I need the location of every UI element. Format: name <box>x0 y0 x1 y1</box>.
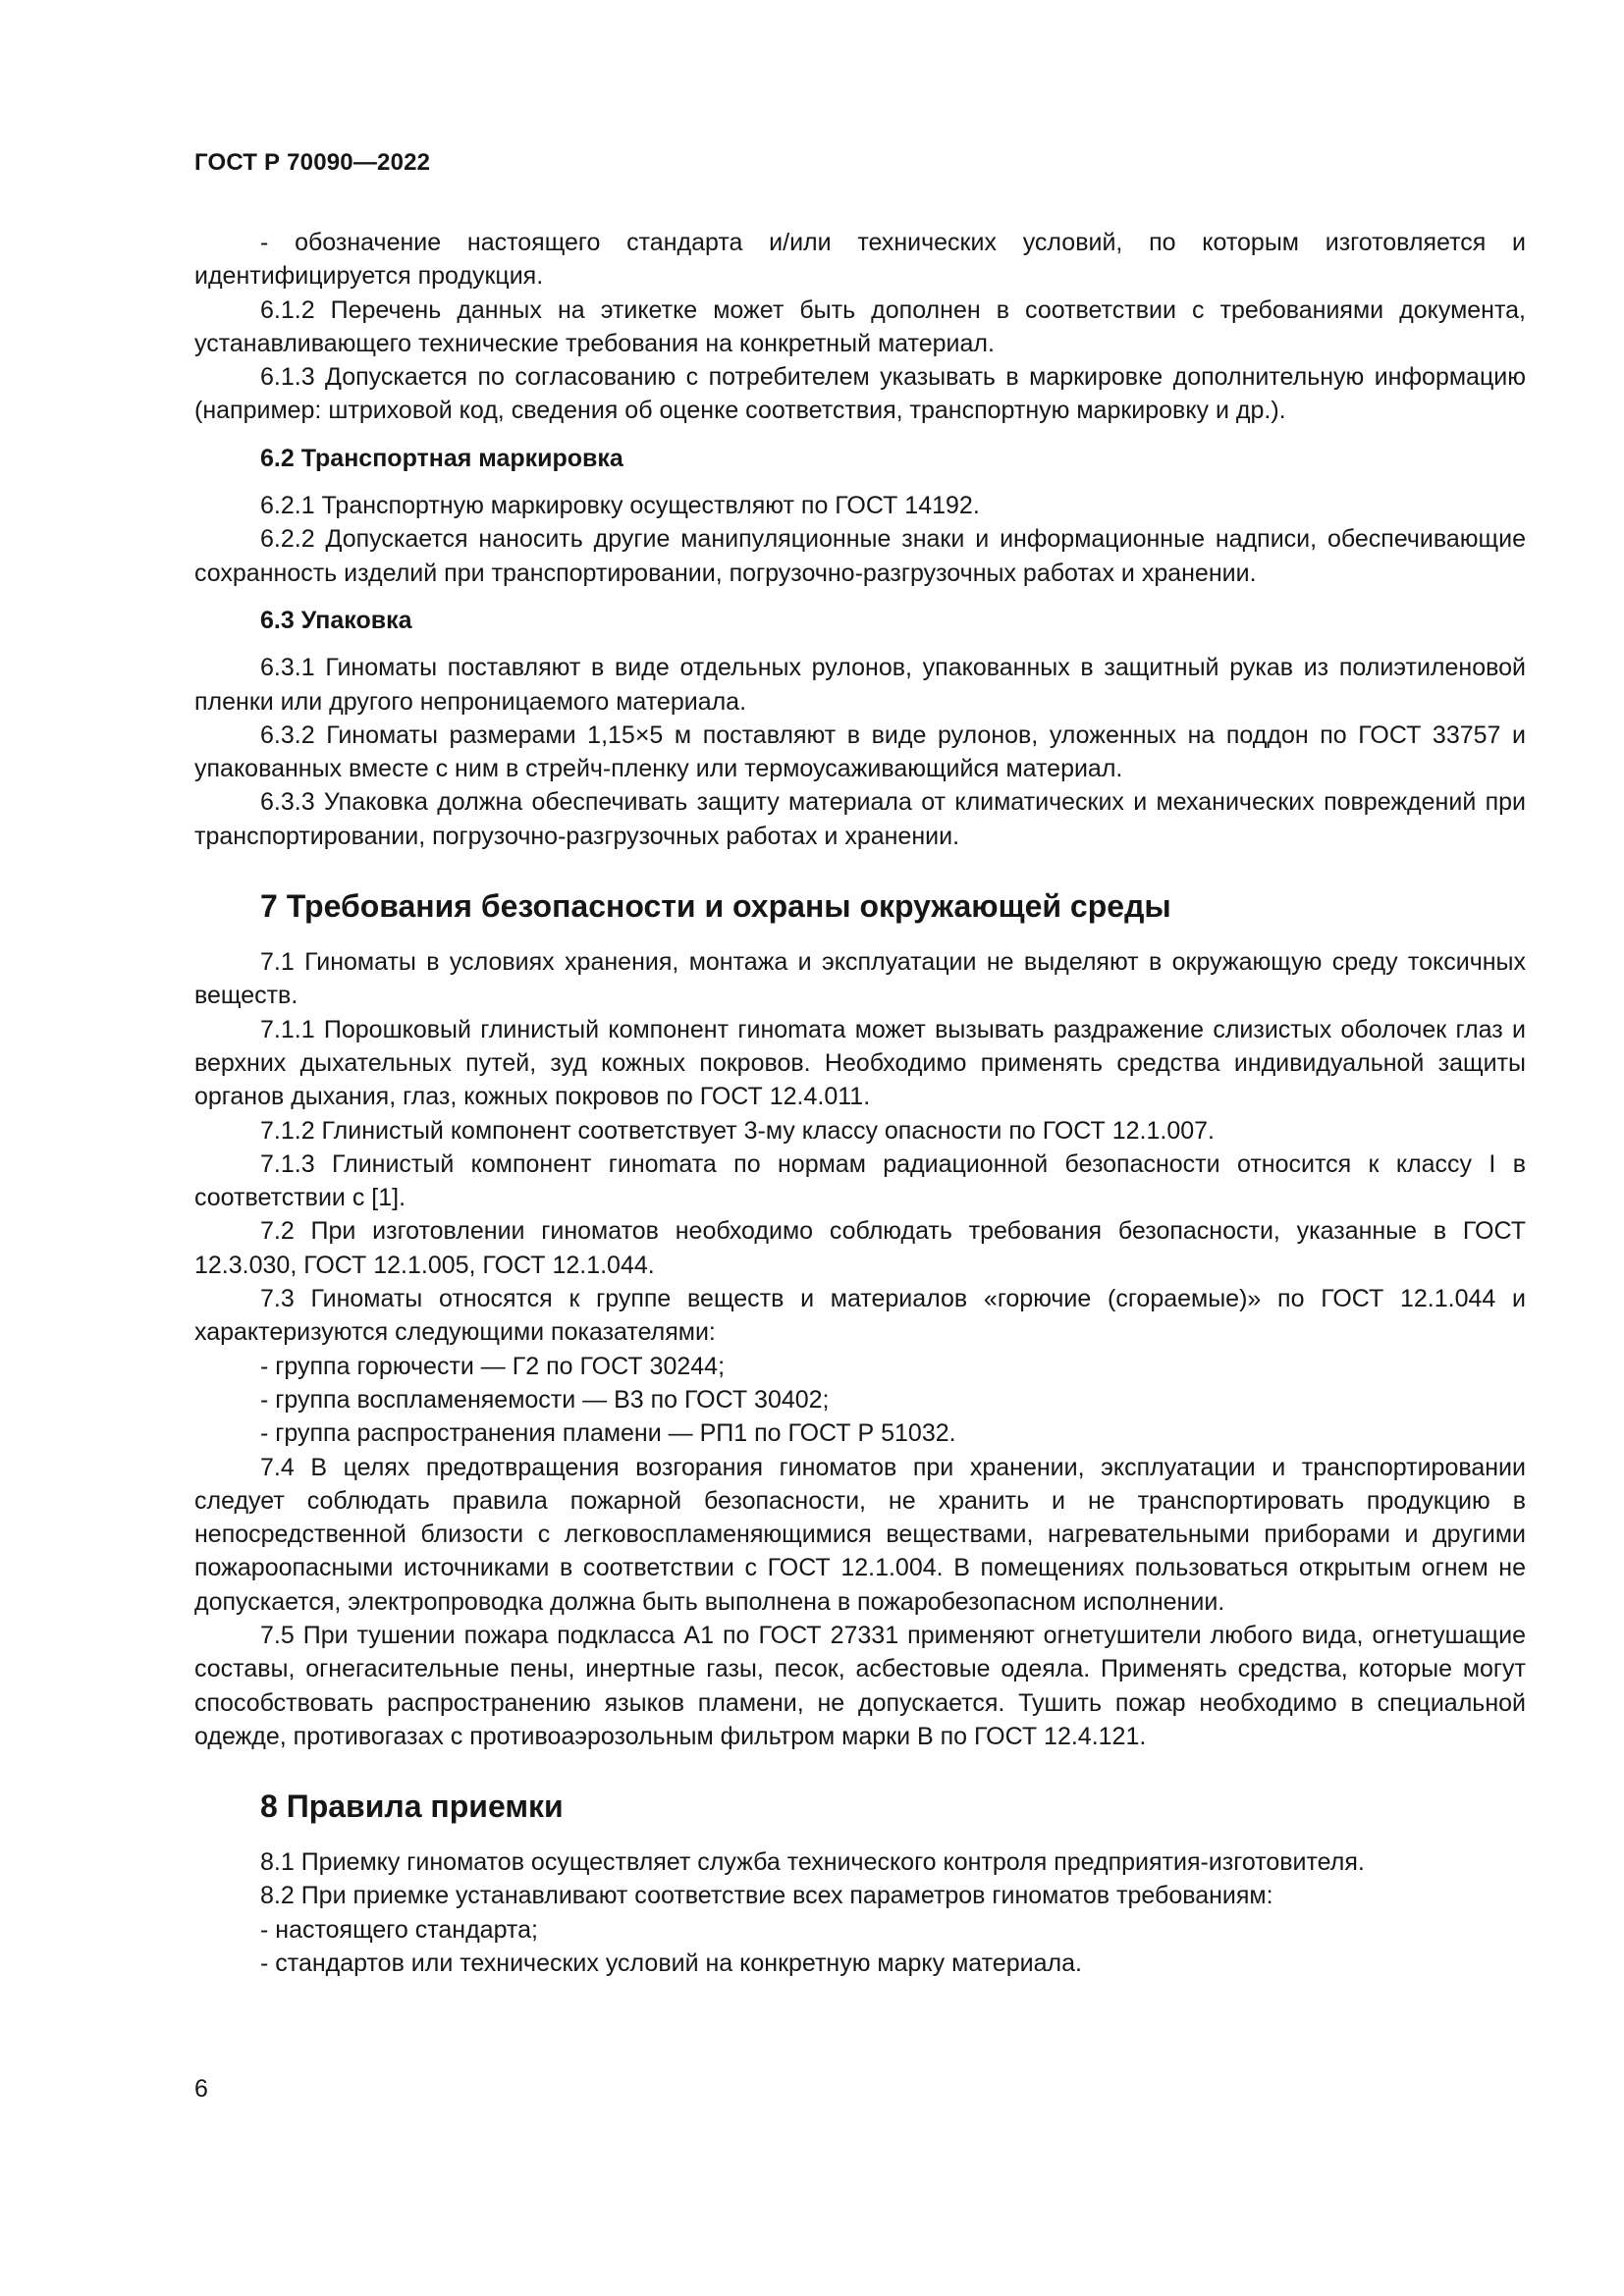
subsection-title-6-3: 6.3 Упаковка <box>260 606 412 634</box>
document-body <box>194 226 1526 1980</box>
paragraph-7-4: 7.4 В целях предотвращения возгорания гиноматов при хранении, эксплуатации и транспортировании следует соблюдать правила пожарной безопасности, не хранить и не транспортировать продукцию в непосредственной близости с легковоспламеняющимися веществами, нагревательными приборами и другими пожароопасными источниками в соответствии с ГОСТ 12.1.004. В помещениях пользоваться открытым огнем не допускается, электропроводка должна быть выполнена в пожаробезопасном исполнении. <box>194 1453 1526 1616</box>
paragraph-7-2: 7.2 При изготовлении гиноматов необходимо соблюдать требования безопасности, указанные в ГОСТ 12.3.030, ГОСТ 12.1.005, ГОСТ 12.1.044. <box>194 1217 1526 1279</box>
page-number: 6 <box>194 2075 208 2103</box>
paragraph-6-3-2: 6.3.2 Гиноматы размерами 1,15×5 м поставляют в виде рулонов, уложенных на поддон по ГОСТ 33757 и упакованных вместе с ним в стрейч-пленку или термоусаживающийся материал. <box>194 721 1526 783</box>
paragraph-8-2: 8.2 При приемке устанавливают соответствие всех параметров гиноматов требованиям: <box>260 1882 1273 1910</box>
paragraph-6-1-3: 6.1.3 Допускается по согласованию с потребителем указывать в маркировке дополнительную информацию (например: штриховой код, сведения об оценке соответствия, транспортную маркировку и др.). <box>194 363 1526 425</box>
paragraph-7-1-2: 7.1.2 Глинистый компонент соответствует 3-му классу опасности по ГОСТ 12.1.007. <box>260 1116 1215 1145</box>
paragraph-6-2-2: 6.2.2 Допускается наносить другие манипуляционные знаки и информационные надписи, обеспечивающие сохранность изделий при транспортировании, погрузочно-разгрузочных работах и хранении. <box>194 525 1526 587</box>
list-item-this-standard: - настоящего стандарта; <box>260 1915 538 1944</box>
subsection-title-6-2: 6.2 Транспортная маркировка <box>260 444 623 472</box>
paragraph-6-3-1: 6.3.1 Гиноматы поставляют в виде отдельных рулонов, упакованных в защитный рукав из полиэтиленовой пленки или другого непроницаемого материала. <box>194 654 1526 716</box>
paragraph-6-2-1: 6.2.1 Транспортную маркировку осуществляют по ГОСТ 14192. <box>260 492 980 520</box>
paragraph-6-3-3: 6.3.3 Упаковка должна обеспечивать защиту материала от климатических и механических повреждений при транспортировании, погрузочно-разгрузочных работах и хранении. <box>194 788 1526 850</box>
section-title-8: 8 Правила приемки <box>260 1789 564 1825</box>
paragraph-7-5: 7.5 При тушении пожара подкласса А1 по ГОСТ 27331 применяют огнетушители любого вида, огнетушащие составы, огнегасительные пены, инертные газы, песок, асбестовые одеяла. Применять средства, которые могут способствовать распространению языков пламени, не допускается. Тушить пожар необходимо в специальной одежде, противогазах с противоаэрозольным фильтром марки В по ГОСТ 12.4.121. <box>194 1621 1526 1750</box>
paragraph-6-1-1-end: - обозначение настоящего стандарта и/или технических условий, по которым изготовляется и идентифицируется продукция. <box>194 229 1526 291</box>
paragraph-8-1: 8.1 Приемку гиноматов осуществляет служба технического контроля предприятия-изготовителя. <box>260 1848 1365 1877</box>
list-item-ignitability: - группа воспламеняемости — В3 по ГОСТ 30402; <box>260 1385 830 1414</box>
section-title-7: 7 Требования безопасности и охраны окружающей среды <box>260 888 1171 925</box>
paragraph-6-1-2: 6.1.2 Перечень данных на этикетке может быть дополнен в соответствии с требованиями документа, устанавливающего технические требования на конкретный материал. <box>194 295 1526 357</box>
document-code-header: ГОСТ Р 70090—2022 <box>194 149 431 176</box>
paragraph-7-3: 7.3 Гиноматы относятся к группе веществ и материалов «горючие (сгораемые)» по ГОСТ 12.1.044 и характеризуются следующими показателями: <box>194 1285 1526 1347</box>
list-item-other-standards: - стандартов или технических условий на конкретную марку материала. <box>260 1949 1082 1978</box>
paragraph-7-1-3: 7.1.3 Глинистый компонент гинomата по нормам радиационной безопасности относится к классу I в соответствии с [1]. <box>194 1149 1526 1212</box>
list-item-flame-spread: - группа распространения пламени — РП1 по ГОСТ Р 51032. <box>260 1419 956 1448</box>
list-item-flammability: - группа горючести — Г2 по ГОСТ 30244; <box>260 1352 726 1380</box>
paragraph-7-1-1: 7.1.1 Порошковый глинистый компонент гинomата может вызывать раздражение слизистых оболочек глаз и верхних дыхательных путей, зуд кожных покровов. Необходимо применять средства индивидуальной защиты органов дыхания, глаз, кожных покровов по ГОСТ 12.4.011. <box>194 1015 1526 1111</box>
paragraph-7-1: 7.1 Гиноматы в условиях хранения, монтажа и эксплуатации не выделяют в окружающую среду токсичных веществ. <box>194 948 1526 1010</box>
